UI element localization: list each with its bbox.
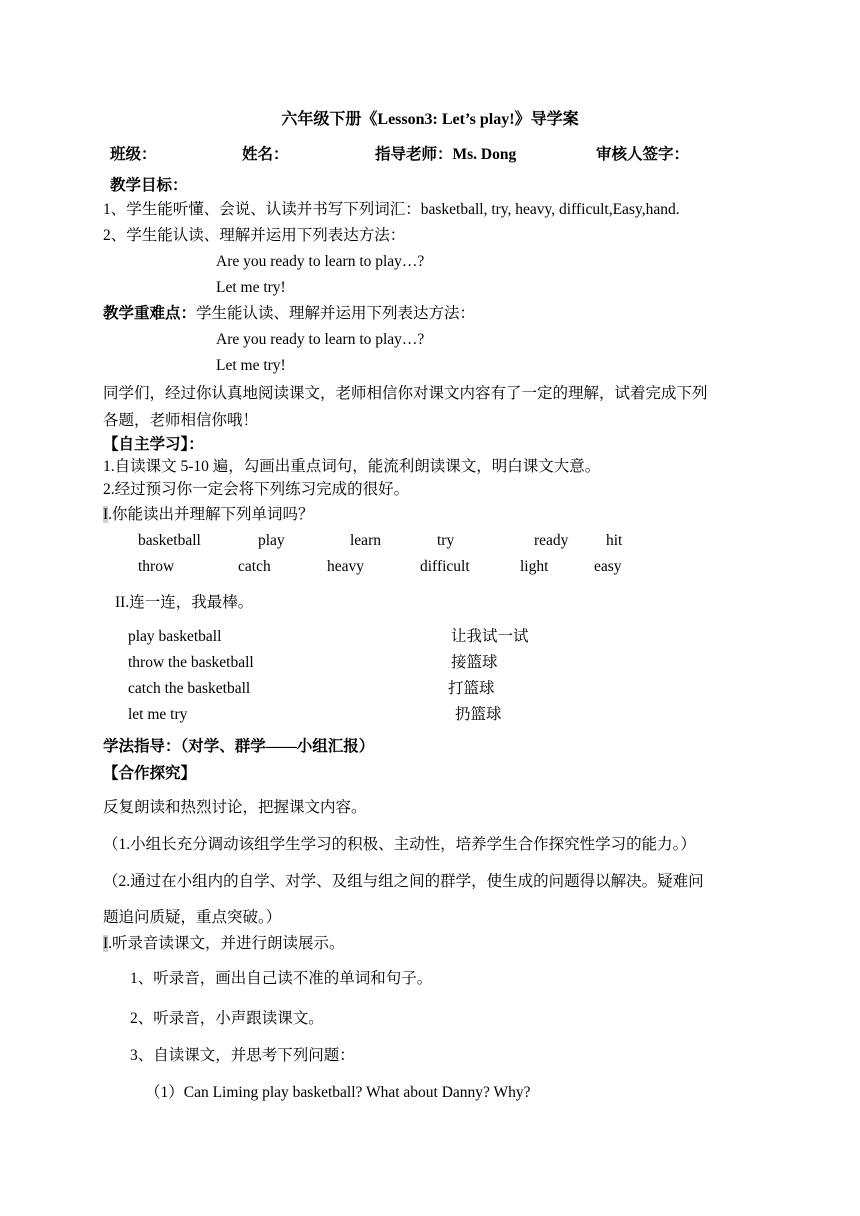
word-throw: throw bbox=[138, 558, 175, 575]
cooperative-line-3b: 题追问质疑，重点突破。） bbox=[103, 909, 282, 926]
objective-expression-2: Let me try! bbox=[216, 279, 286, 296]
cooperative-part-1 bbox=[103, 934, 345, 954]
word-light: light bbox=[520, 558, 549, 575]
match-right-3: 打篮球 bbox=[448, 680, 495, 697]
key-points-text: 学生能认读、理解并运用下列表达方法： bbox=[196, 305, 476, 322]
word-ready: ready bbox=[534, 532, 569, 549]
cooperative-heading: 【合作探究】 bbox=[103, 765, 197, 782]
intro-line-2: 各题，老师相信你哦！ bbox=[103, 412, 259, 429]
cooperative-line-2: （1.小组长充分调动该组学生学习的积极、主动性，培养学生合作探究性学习的能力。） bbox=[103, 836, 696, 853]
objectives-heading: 教学目标： bbox=[110, 177, 188, 194]
key-points-expression-1: Are you ready to learn to play…? bbox=[216, 331, 425, 348]
cooperative-line-3a: （2.通过在小组内的自学、对学、及组与组之间的群学，使生成的问题得以解决。疑难问 bbox=[103, 873, 704, 890]
word-basketball: basketball bbox=[138, 532, 201, 549]
word-heavy: heavy bbox=[327, 558, 365, 575]
self-study-part-2: II.连一连，我最棒。 bbox=[115, 594, 254, 611]
match-right-2: 接篮球 bbox=[451, 654, 498, 671]
self-study-step-2: 2.经过预习你一定会将下列练习完成的很好。 bbox=[103, 481, 410, 498]
intro-line-1: 同学们，经过你认真地阅读课文，老师相信你对课文内容有了一定的理解，试着完成下列 bbox=[103, 385, 708, 402]
word-try: try bbox=[437, 532, 455, 549]
cooperative-line-1: 反复朗读和热烈讨论，把握课文内容。 bbox=[103, 799, 367, 816]
coop-part-1-marker: I bbox=[103, 935, 109, 952]
cooperative-task-2: 2、听录音，小声跟读课文。 bbox=[130, 1010, 324, 1027]
word-hit: hit bbox=[606, 532, 623, 549]
part-1-marker: I bbox=[103, 506, 109, 523]
match-left-3: catch the basketball bbox=[128, 680, 251, 697]
name-label: 姓名： bbox=[242, 146, 289, 163]
word-difficult: difficult bbox=[420, 558, 470, 575]
match-right-1: 让我试一试 bbox=[451, 628, 529, 645]
match-left-4: let me try bbox=[128, 706, 188, 723]
coop-part-1-text: .听录音读课文，并进行朗读展示。 bbox=[108, 935, 345, 952]
key-points-expression-2: Let me try! bbox=[216, 357, 286, 374]
objective-item-1: 1、学生能听懂、会说、认读并书写下列词汇：basketball, try, heavy, difficult,Easy,hand. bbox=[103, 201, 680, 218]
page-title: 六年级下册《Lesson3: Let’s play!》导学案 bbox=[281, 111, 579, 128]
part-1-text: .你能读出并理解下列单词吗？ bbox=[108, 506, 314, 523]
match-right-4: 扔篮球 bbox=[455, 706, 502, 723]
objective-expression-1: Are you ready to learn to play…? bbox=[216, 253, 425, 270]
self-study-step-1: 1.自读课文 5-10 遍，勾画出重点词句，能流利朗读课文，明白课文大意。 bbox=[103, 458, 601, 475]
reviewer-label: 审核人签字： bbox=[596, 146, 690, 163]
word-catch: catch bbox=[238, 558, 271, 575]
teacher-label: 指导老师：Ms. Dong bbox=[375, 146, 517, 163]
cooperative-task-3: 3、自读课文，并思考下列问题： bbox=[130, 1047, 355, 1064]
word-play: play bbox=[258, 532, 285, 549]
self-study-part-1 bbox=[103, 505, 314, 525]
match-left-2: throw the basketball bbox=[128, 654, 254, 671]
cooperative-question-1: （1）Can Liming play basketball? What about Danny? Why? bbox=[145, 1084, 531, 1101]
key-points bbox=[103, 304, 475, 324]
method-heading: 学法指导：（对学、群学——小组汇报） bbox=[103, 738, 375, 755]
key-points-label: 教学重难点： bbox=[103, 305, 197, 322]
cooperative-task-1: 1、听录音，画出自己读不准的单词和句子。 bbox=[130, 970, 433, 987]
word-learn: learn bbox=[350, 532, 381, 549]
objective-item-2: 2、学生能认读、理解并运用下列表达方法： bbox=[103, 227, 406, 244]
word-easy: easy bbox=[594, 558, 622, 575]
match-left-1: play basketball bbox=[128, 628, 222, 645]
class-label: 班级： bbox=[110, 146, 157, 163]
self-study-heading: 【自主学习】： bbox=[103, 436, 204, 453]
